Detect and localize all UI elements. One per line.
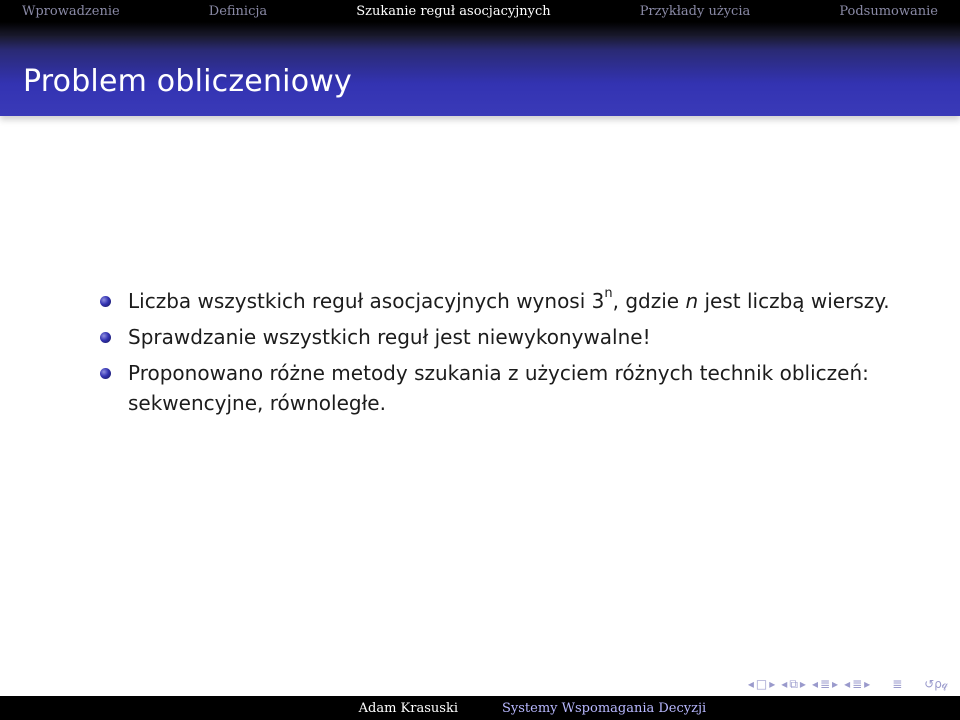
section-next-icon[interactable]: ▸ [864,677,871,691]
bullet-ball-icon [100,368,111,379]
section-navigation-bar [0,0,960,22]
frame-title-bar [0,36,960,116]
list-item [100,322,890,352]
nav-item-definicja[interactable]: Definicja [208,3,268,19]
document-icon[interactable]: ≣ [892,677,903,691]
section-icon[interactable]: ≣ [852,677,863,691]
bullet-ball-icon [100,296,111,307]
section-prev-icon[interactable]: ◂ [844,677,851,691]
frame-next-icon[interactable]: ▸ [799,677,806,691]
list-item [100,286,890,316]
slide-next-icon[interactable]: ▸ [769,677,776,691]
slide-content [100,286,890,424]
footer-title-box [480,696,960,720]
footer-title: Systemy Wspomagania Decyzji [502,700,707,716]
nav-item-przyklady-uzycia[interactable]: Przykłady użycia [639,3,751,19]
frame-prev-icon[interactable]: ◂ [781,677,788,691]
search-back-icon[interactable]: ↺ρ𝓆 [924,676,948,691]
nav-item-podsumowanie[interactable]: Podsumowanie [839,3,938,19]
frame-title: Problem obliczeniowy [23,64,352,99]
footer [0,696,960,720]
slide-nav-group [748,677,775,691]
bullet-text: Liczba wszystkich reguł asocjacyjnych wynosi 3$^n$, gdzie n jest liczbą wierszy. [128,286,890,313]
bullet-text: Proponowano różne metody szukania z użyciem różnych technik obliczeń: sekwencyjne, równoległe. [128,361,869,415]
subsection-nav-group [812,677,838,691]
subsection-icon[interactable]: ≣ [819,677,831,691]
bullet-list [100,286,890,418]
slide-icon[interactable]: □ [755,677,768,691]
footer-author: Adam Krasuski [358,700,458,716]
beamer-navigation-symbols [748,674,948,694]
section-nav-group [844,677,870,691]
header-band [0,22,960,36]
footer-author-box [0,696,480,720]
nav-item-szukanie-regul[interactable]: Szukanie reguł asocjacyjnych [356,3,551,19]
bullet-text: Sprawdzanie wszystkich reguł jest niewykonywalne! [128,325,651,349]
subsection-prev-icon[interactable]: ◂ [811,677,818,691]
frame-icon[interactable]: ⧉ [789,676,798,691]
list-item [100,358,890,418]
bullet-ball-icon [100,332,111,343]
nav-item-wprowadzenie[interactable]: Wprowadzenie [22,3,120,19]
frame-nav-group [781,677,806,692]
subsection-next-icon[interactable]: ▸ [832,677,839,691]
slide-prev-icon[interactable]: ◂ [747,677,754,691]
